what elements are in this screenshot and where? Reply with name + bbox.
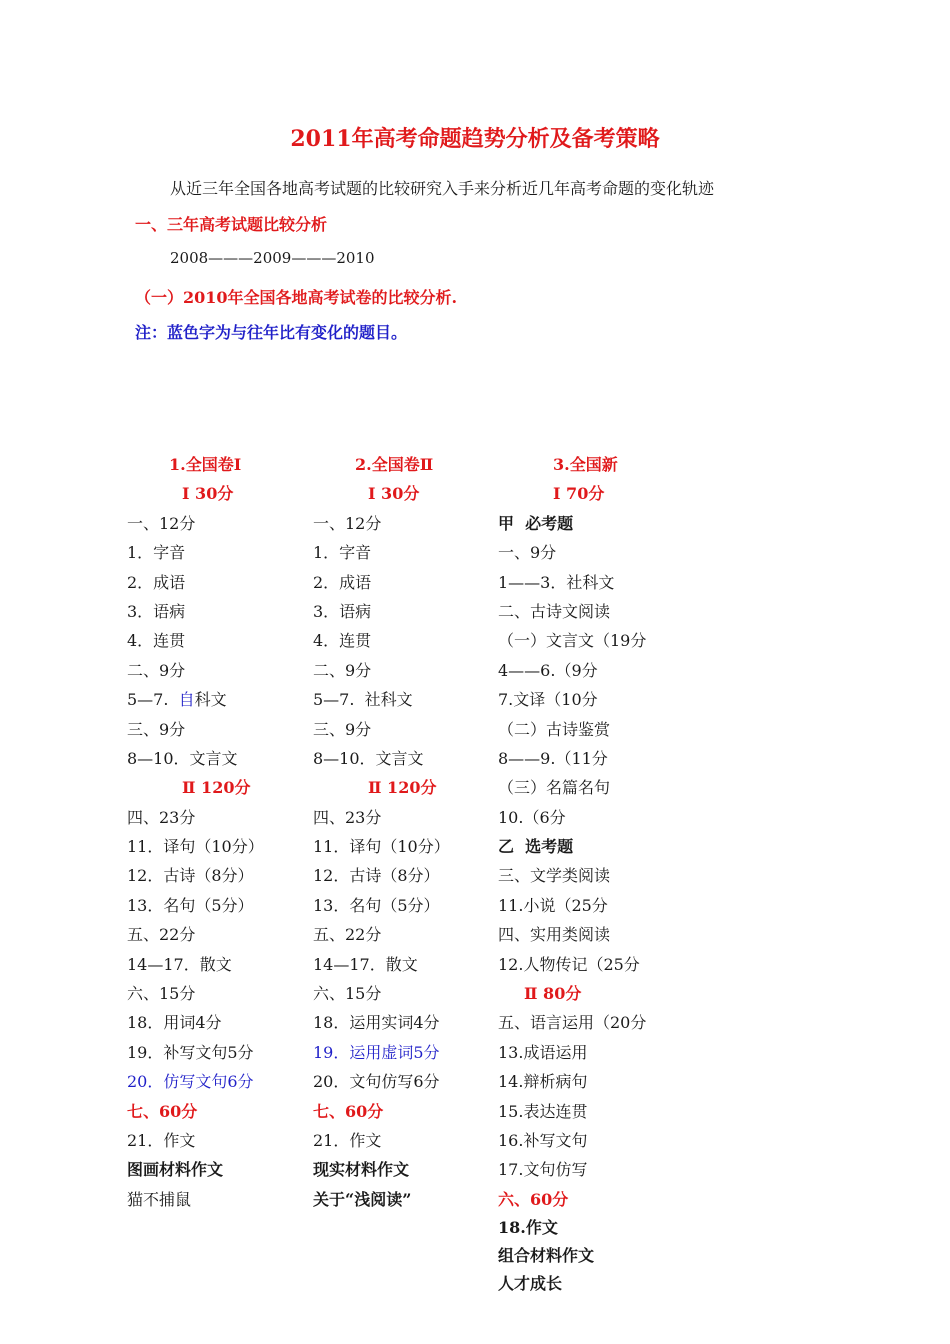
subsection-heading: （一）2010年全国各地高考试卷的比较分析. <box>135 288 458 307</box>
list-item: 1——3．社科文 <box>498 572 615 592</box>
list-item: 3．语病 <box>313 601 372 621</box>
list-item: 3．语病 <box>127 601 186 621</box>
list-item: （三）名篇名句 <box>498 778 611 798</box>
list-item: 8—10．文言文 <box>313 748 424 768</box>
part-heading: Ⅰ 30分 <box>182 484 234 504</box>
column-national-2 <box>313 450 493 1214</box>
list-item: 四、实用类阅读 <box>498 925 611 945</box>
part-heading: Ⅰ 30分 <box>368 484 420 504</box>
years-line: 2008———2009———2010 <box>170 249 375 267</box>
part-heading: Ⅰ 70分 <box>553 484 605 504</box>
list-item: 13．名句（5分） <box>313 895 440 915</box>
list-item: 11.小说（25分 <box>498 895 608 915</box>
list-item: 五、语言运用（20分 <box>498 1013 647 1033</box>
list-item: （二）古诗鉴赏 <box>498 719 611 739</box>
changed-item: 19．运用虚词5分 <box>313 1042 440 1062</box>
list-item: 三、9分 <box>127 719 186 739</box>
list-item: 2．成语 <box>127 572 186 592</box>
part-heading: 七、60分 <box>313 1101 384 1121</box>
list-item: 二、古诗文阅读 <box>498 601 611 621</box>
list-item: 12.人物传记（25分 <box>498 954 640 974</box>
list-item: 12．古诗（8分） <box>127 866 254 886</box>
column-title: 3.全国新 <box>553 455 618 474</box>
list-item: 三、文学类阅读 <box>498 866 611 886</box>
list-item: 7.文译（10分 <box>498 690 598 710</box>
section-heading: 一、三年高考试题比较分析 <box>135 215 328 234</box>
list-item: 17.文句仿写 <box>498 1160 588 1180</box>
essay-type: 组合材料作文 <box>498 1246 595 1266</box>
part-heading: Ⅱ 120分 <box>182 778 251 798</box>
page-title: 2011年高考命题趋势分析及备考策略 <box>290 126 660 152</box>
note-text: 注：蓝色字为与往年比有变化的题目。 <box>135 323 408 342</box>
list-item: 20．文句仿写6分 <box>313 1072 440 1092</box>
changed-char: 自 <box>178 690 195 710</box>
list-item: 14.辩析病句 <box>498 1072 588 1092</box>
list-item: 4．连贯 <box>313 631 372 651</box>
list-item: 2．成语 <box>313 572 372 592</box>
list-item: 19．补写文句5分 <box>127 1042 254 1062</box>
list-item: 四、23分 <box>127 807 196 827</box>
list-item: 11．译句（10分） <box>313 837 450 857</box>
part-heading: Ⅱ 80分 <box>524 984 582 1004</box>
list-item: 三、9分 <box>313 719 372 739</box>
column-national-1 <box>127 450 307 1214</box>
list-item: 10.（6分 <box>498 807 566 827</box>
list-item: 16.补写文句 <box>498 1130 588 1150</box>
intro-text: 从近三年全国各地高考试题的比较研究入手来分析近几年高考命题的变化轨迹 <box>170 179 715 198</box>
list-item: 一、12分 <box>127 513 196 533</box>
list-item: 13.成语运用 <box>498 1042 588 1062</box>
list-item: 四、23分 <box>313 807 382 827</box>
essay-type: 现实材料作文 <box>313 1160 410 1180</box>
essay-topic: 关于“浅阅读” <box>313 1189 412 1209</box>
part-heading: 七、60分 <box>127 1101 198 1121</box>
list-item: （一）文言文（19分 <box>498 631 647 651</box>
list-item: 18．用词4分 <box>127 1013 222 1033</box>
column-title: 1.全国卷Ⅰ <box>169 455 242 474</box>
item-rest: 科文 <box>194 690 227 710</box>
list-item: 11．译句（10分） <box>127 837 264 857</box>
list-item: 21．作文 <box>127 1130 196 1150</box>
item-prefix: 5—7. <box>127 690 179 710</box>
part-heading: Ⅱ 120分 <box>368 778 437 798</box>
list-item: 14—17．散文 <box>313 954 418 974</box>
essay-type: 图画材料作文 <box>127 1160 224 1180</box>
list-item <box>127 685 307 714</box>
list-item: 18．运用实词4分 <box>313 1013 440 1033</box>
list-item: 5—7. 社科文 <box>313 690 413 710</box>
list-item: 五、22分 <box>127 925 196 945</box>
essay-topic: 人才成长 <box>498 1274 563 1294</box>
list-item: 21．作文 <box>313 1130 382 1150</box>
list-item: 五、22分 <box>313 925 382 945</box>
essay-item: 18.作文 <box>498 1218 558 1238</box>
list-item: 12．古诗（8分） <box>313 866 440 886</box>
essay-topic: 猫不捕鼠 <box>127 1189 192 1209</box>
column-title: 2.全国卷Ⅱ <box>355 455 434 474</box>
list-item: 8——9.（11分 <box>498 748 608 768</box>
list-item: 4——6.（9分 <box>498 660 598 680</box>
list-item: 8—10．文言文 <box>127 748 238 768</box>
list-item: 13．名句（5分） <box>127 895 254 915</box>
subsection-label: 乙 选考题 <box>498 837 574 857</box>
list-item: 1．字音 <box>127 543 186 563</box>
list-item: 14—17．散文 <box>127 954 232 974</box>
column-national-new <box>498 450 758 1298</box>
subsection-label: 甲 必考题 <box>498 513 574 533</box>
changed-item: 20．仿写文句6分 <box>127 1072 254 1092</box>
part-heading: 六、60分 <box>498 1189 569 1209</box>
list-item: 二、9分 <box>127 660 186 680</box>
list-item: 4．连贯 <box>127 631 186 651</box>
list-item: 六、15分 <box>313 984 382 1004</box>
list-item: 六、15分 <box>127 984 196 1004</box>
list-item: 一、12分 <box>313 513 382 533</box>
list-item: 一、9分 <box>498 543 557 563</box>
list-item: 15.表达连贯 <box>498 1101 588 1121</box>
list-item: 二、9分 <box>313 660 372 680</box>
list-item: 1．字音 <box>313 543 372 563</box>
